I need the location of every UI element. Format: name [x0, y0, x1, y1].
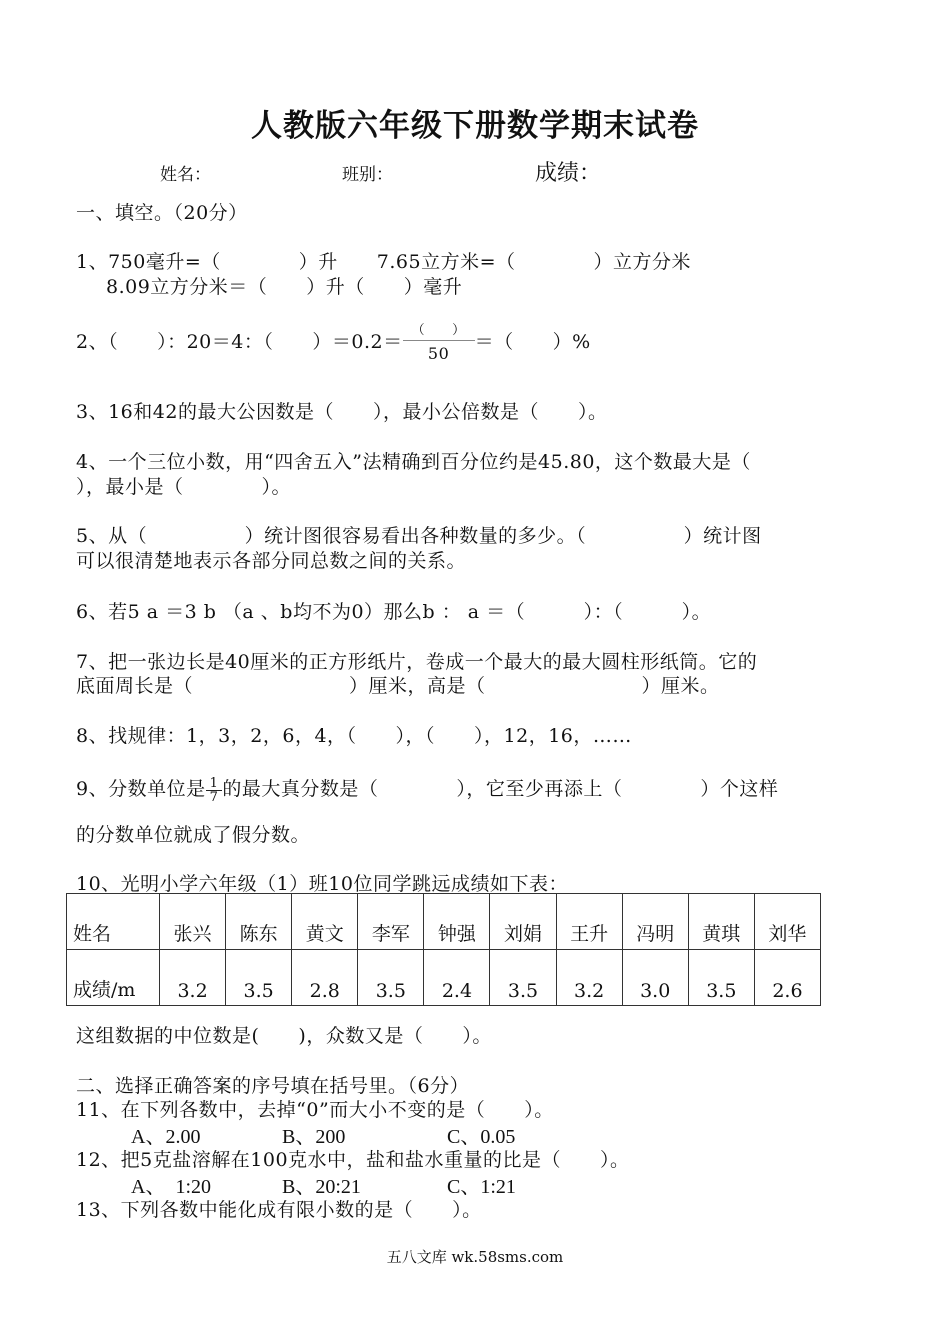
table-cell-score: 3.2: [556, 950, 622, 1006]
table-cell-score: 3.5: [358, 950, 424, 1006]
page-title: 人教版六年级下册数学期末试卷: [251, 108, 699, 144]
q11-option-c: C、0.05: [447, 1126, 516, 1148]
q9-line1: [76, 774, 778, 804]
q1-line1: 1、750毫升=（ ）升 7.65立方米=（ ）立方分米: [76, 251, 691, 273]
q4-line2: ），最小是（ ）。: [76, 476, 292, 498]
table-cell-name: 冯明: [622, 894, 688, 950]
q9-rest: 的最大真分数是（ ），它至少再添上（ ）个这样: [222, 778, 779, 800]
q12-option-c: C、1:21: [447, 1176, 516, 1198]
q3: 3、16和42的最大公因数是（ ），最小公倍数是（ ）。: [76, 401, 608, 423]
section2-heading: 二、选择正确答案的序号填在括号里。（6分）: [76, 1075, 470, 1097]
q2-fraction: [403, 324, 475, 362]
table-row-names: [67, 894, 821, 950]
score-table: [66, 893, 821, 1006]
table-cell-score: 2.8: [292, 950, 358, 1006]
q7-line1: 7、把一张边长是40厘米的正方形纸片，卷成一个最大的最大圆柱形纸筒。它的: [76, 651, 758, 673]
footer-watermark: 五八文库 wk.58sms.com: [386, 1248, 564, 1266]
section1-heading: 一、填空。（20分）: [76, 202, 248, 224]
q7-line2: 底面周长是（ ）厘米，高是（ ）厘米。: [76, 675, 720, 697]
table-cell-score: 3.0: [622, 950, 688, 1006]
q12: 12、把5克盐溶解在100克水中，盐和盐水重量的比是（ ）。: [76, 1149, 630, 1171]
q8: 8、找规律：1，3，2，6，4，（ ），（ ），12，16，……: [76, 725, 632, 747]
table-cell-name: 黄琪: [688, 894, 754, 950]
q2-right: ＝（ ）%: [474, 331, 591, 353]
q2-left: 2、（ ）：20＝4：（ ）＝0.2＝: [76, 331, 403, 353]
table-cell-name: 王升: [556, 894, 622, 950]
table-cell-score: 2.4: [424, 950, 490, 1006]
q11: 11、在下列各数中，去掉“0”而大小不变的是（ ）。: [76, 1099, 554, 1121]
q9-line2: 的分数单位就成了假分数。: [76, 824, 311, 846]
q12-option-a: A、 1:20: [131, 1176, 211, 1198]
q13: 13、下列各数中能化成有限小数的是（ ）。: [76, 1199, 482, 1221]
q5-line1: 5、从（ ）统计图很容易看出各种数量的多少。（ ）统计图: [76, 525, 762, 547]
q11-option-a: A、2.00: [131, 1126, 201, 1148]
q6: 6、若5 a ＝3 b （a 、b均不为0）那么b ： a ＝（ ）：（ ）。: [76, 601, 712, 623]
table-cell-name: 黄文: [292, 894, 358, 950]
q9-fraction-numerator: 1: [209, 775, 219, 791]
table-header-score: 成绩/m: [67, 950, 160, 1006]
table-cell-score: 3.5: [688, 950, 754, 1006]
class-label: 班别：: [342, 165, 393, 185]
table-cell-score: 2.6: [754, 950, 820, 1006]
table-cell-name: 刘华: [754, 894, 820, 950]
table-header-name: 姓名: [67, 894, 160, 950]
table-cell-score: 3.5: [490, 950, 556, 1006]
q2-fraction-numerator: （ ）: [411, 323, 466, 338]
table-cell-name: 陈东: [226, 894, 292, 950]
q9-fraction-denominator: 7: [209, 789, 219, 805]
table-cell-score: 3.5: [226, 950, 292, 1006]
table-cell-name: 张兴: [160, 894, 226, 950]
q1-line2: 8.09立方分米＝（ ）升（ ）毫升: [106, 276, 463, 298]
score-label: 成绩：: [535, 161, 602, 186]
table-cell-name: 钟强: [424, 894, 490, 950]
table-cell-name: 李军: [358, 894, 424, 950]
q12-option-b: B、20:21: [282, 1176, 361, 1198]
q11-option-b: B、200: [282, 1126, 346, 1148]
q9-prefix: 9、分数单位是: [76, 778, 206, 800]
table-cell-name: 刘娟: [490, 894, 556, 950]
name-label: 姓名：: [160, 165, 211, 185]
q10-after: 这组数据的中位数是( )，众数又是（ ）。: [76, 1025, 492, 1047]
table-row-scores: [67, 950, 821, 1006]
table-cell-score: 3.2: [160, 950, 226, 1006]
q10-intro: 10、光明小学六年级（1）班10位同学跳远成绩如下表：: [76, 873, 568, 895]
q9-fraction: [206, 777, 223, 804]
q5-line2: 可以很清楚地表示各部分同总数之间的关系。: [76, 550, 467, 572]
q4-line1: 4、一个三位小数，用“四舍五入”法精确到百分位约是45.80，这个数最大是（: [76, 451, 751, 473]
q2-fraction-denominator: 50: [427, 344, 450, 363]
q2: [76, 324, 591, 362]
